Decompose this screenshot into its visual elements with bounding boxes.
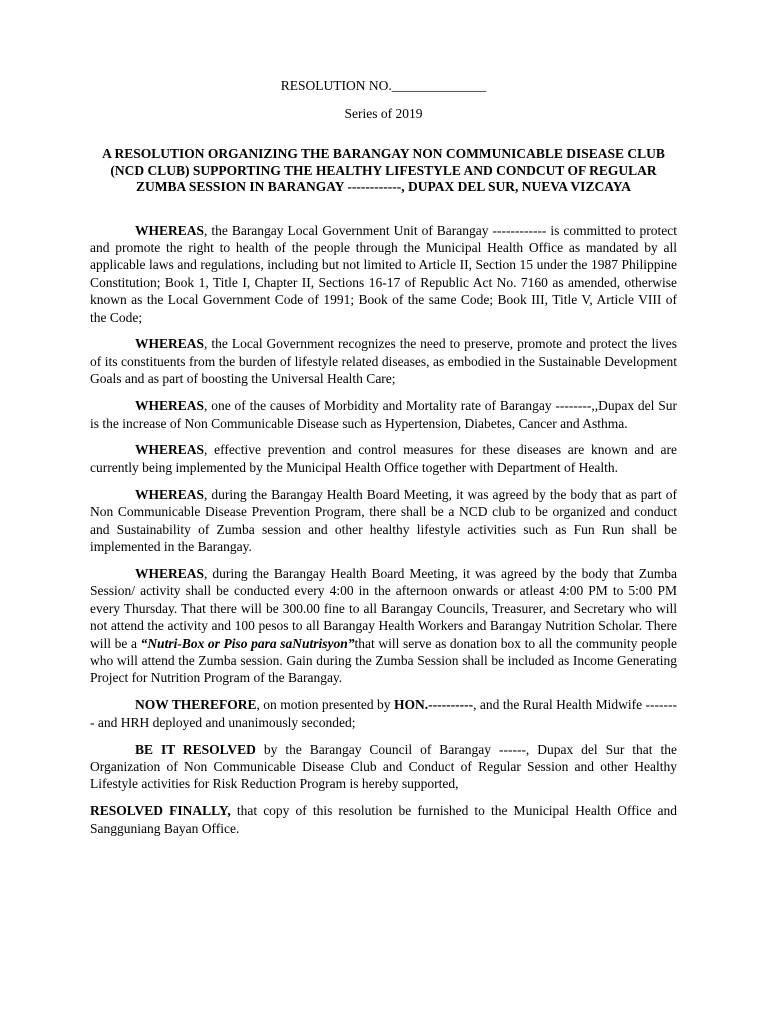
paragraph-text: that will serve as donation box to all the community people who will attend the Zumba session. Gain during the Zumba Session shall be included as Income Generating Project for Nutrition Program of the Barangay. bbox=[90, 635, 678, 686]
title-line-2: (NCD CLUB) SUPPORTING THE HEALTHY LIFESTYLE AND CONDCUT OF REGULAR ZUMBA SESSION IN BARANGAY ------------, DUPAX DEL SUR, NUEVA VIZCAYA bbox=[110, 162, 657, 194]
whereas-paragraph-5 bbox=[90, 486, 677, 556]
whereas-paragraph-2 bbox=[90, 335, 677, 387]
paragraph-text: , the Barangay Local Government Unit of Barangay ------------ is committed to protect and promote the right to health of the people through the Municipal Health Office as mandated by all applicable laws and regulations, including but not limited to Article II, Section 15 under the 1987 Philippine Constitution; Book 1, Title I, Chapter II, Sections 16-17 of Republic Act No. 7160 as amended, otherwise known as the Local Government Code of 1991; Book of the same Code; Book III, Title V, Article VIII of the Code; bbox=[90, 222, 677, 325]
nutri-box-emphasis: “Nutri-Box or Piso para saNutrisyon” bbox=[140, 635, 355, 651]
whereas-lead: WHEREAS bbox=[135, 222, 205, 238]
title-line-1: A RESOLUTION ORGANIZING THE BARANGAY NON COMMUNICABLE DISEASE CLUB bbox=[102, 146, 665, 161]
paragraph-text: , one of the causes of Morbidity and Mortality rate of Barangay --------,,Dupax del Sur is the increase of Non Communicable Disease such as Hypertension, Diabetes, Cancer and Asthma. bbox=[90, 398, 677, 431]
hon-name: HON.---------- bbox=[394, 697, 474, 713]
paragraph-text: , and the Rural Health Midwife -------- and HRH deployed and unanimously seconded; bbox=[90, 697, 677, 730]
now-therefore-paragraph bbox=[90, 696, 677, 731]
whereas-lead: WHEREAS bbox=[135, 398, 205, 414]
whereas-lead: WHEREAS bbox=[135, 486, 205, 502]
series-year: Series of 2019 bbox=[344, 106, 423, 121]
paragraph-text: , during the Barangay Health Board Meeting, it was agreed by the body that as part of Non Communicable Disease Prevention Program, there shall be a NCD club to be organized and conduct and Sustainability of Zumba session and other healthy lifestyle activities such as Fun Run shall be implemented in the Barangay. bbox=[90, 486, 677, 554]
whereas-lead: WHEREAS bbox=[135, 336, 205, 352]
paragraph-text: , on motion presented by bbox=[256, 697, 394, 713]
resolution-title bbox=[90, 146, 677, 196]
whereas-paragraph-3 bbox=[90, 397, 677, 432]
paragraph-text: that copy of this resolution be furnished to the Municipal Health Office and Sangguniang Bayan Office. bbox=[90, 803, 678, 836]
resolved-finally-paragraph bbox=[90, 802, 677, 837]
resolved-finally-lead: RESOLVED FINALLY, bbox=[90, 803, 231, 819]
be-it-resolved-paragraph bbox=[90, 741, 677, 793]
paragraph-text: , effective prevention and control measures for these diseases are known and are currently being implemented by the Municipal Health Office together with Department of Health. bbox=[90, 442, 677, 475]
paragraph-text: by the Barangay Council of Barangay ------, Dupax del Sur that the Organization of Non Communicable Disease Club and Conduct of Regular Session and other Healthy Lifestyle activities for Risk Reduction Program is hereby supported, bbox=[90, 741, 677, 792]
be-it-resolved-lead: BE IT RESOLVED bbox=[135, 741, 256, 757]
whereas-paragraph-1 bbox=[90, 222, 677, 326]
whereas-paragraph-4 bbox=[90, 441, 677, 476]
whereas-lead: WHEREAS bbox=[135, 442, 205, 458]
paragraph-text: , during the Barangay Health Board Meeting, it was agreed by the body that Zumba Session/ activity shall be conducted every 4:00 in the afternoon onwards or atleast 4:00 PM to 5:00 PM every Thursday. That there will be 300.00 fine to all Barangay Councils, Treasurer, and Secretary who will not attend the activity and 100 pesos to all Barangay Health Workers and Barangay Nutrition Scholar. There will be a bbox=[90, 565, 677, 651]
whereas-lead: WHEREAS bbox=[135, 565, 205, 581]
now-therefore-lead: NOW THEREFORE bbox=[135, 697, 257, 713]
paragraph-text: , the Local Government recognizes the need to preserve, promote and protect the lives of its constituents from the burden of lifestyle related diseases, as embodied in the Sustainable Development Goals and as part of boosting the Universal Health Care; bbox=[90, 336, 677, 387]
whereas-paragraph-6 bbox=[90, 565, 677, 687]
resolution-number: RESOLUTION NO.______________ bbox=[280, 78, 487, 93]
